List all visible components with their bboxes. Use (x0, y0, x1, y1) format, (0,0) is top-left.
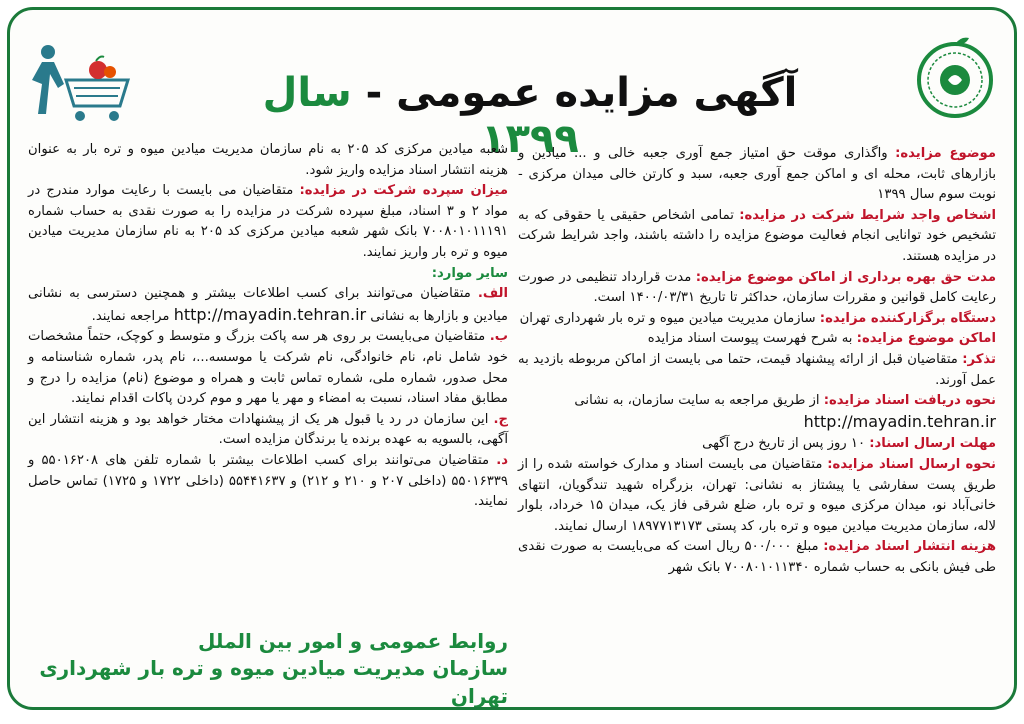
eligible-label: اشخاص واجد شرایط شرکت در مزایده: (739, 207, 996, 223)
item-a-tail: مراجعه نمایند. (91, 308, 174, 324)
other-label: سایر موارد: (431, 265, 508, 281)
item-d-paragraph (28, 451, 508, 513)
cost-paragraph (518, 537, 996, 578)
organizer-paragraph (518, 309, 996, 330)
shopping-cart-icon (26, 40, 136, 130)
cost-text: مبلغ ۵۰۰/۰۰۰ ریال است که می‌بایست به صورت نقدی طی فیش بانکی به حساب شماره ۷۰۰۸۰۱۰۱۱۳۴۰ بانک شهر (518, 539, 996, 575)
send-text: متقاضیان می بایست اسناد و مدارک خواسته شده را از طریق پست سفارشی یا پیشتاز به نشانی: تهران، بزرگراه شهید تندگویان، انتهای خانی‌آباد نو، میدان مرکزی میوه و تره بار، ضلع شرقی فاز یک، میدان ۱۵ خرداد، بلوار لاله، سازمان مدیریت میادین میوه و تره بار، کد پستی ۱۸۹۷۷۱۳۱۷۳ ارسال نمایند. (518, 456, 996, 534)
subject-paragraph (518, 144, 996, 206)
send-paragraph (518, 455, 996, 537)
item-b-paragraph (28, 327, 508, 409)
item-b-text: متقاضیان می‌بایست بر روی هر سه پاکت بزرگ و متوسط و کوچک، حتماً مشخصات خود شامل نام، نام خانوادگی، نام شرکت یا موسسه...، نام پدر، شماره شناسنامه و محل صدور، شماره ملی، شماره تماس ثابت و همراه و موضوع (نام) مزایده را درج و مطابق مفاد اسناد، نسبت به امضاء و مهر یا مهر و موم کردن پاکات اقدام نمایند. (28, 329, 508, 407)
item-a-paragraph (28, 284, 508, 327)
deposit-text: متقاضیان می بایست با رعایت موارد مندرج در مواد ۲ و ۳ اسناد، مبلغ سپرده شرکت در مزایده را به صورت نقدی به حساب شماره ۷۰۰۸۰۱۰۱۱۱۹۱ بانک شهر شعبه میادین مرکزی کد ۲۰۵ به نام سازمان مدیریت میادین میوه و تره بار واریز نمایند. (28, 183, 509, 260)
cost-label: هزینه انتشار اسناد مزایده: (823, 539, 996, 555)
receive-label: نحوه دریافت اسناد مزایده: (823, 393, 996, 409)
left-column (28, 140, 508, 513)
item-d-text: متقاضیان می‌توانند برای کسب اطلاعات بیشتر با شماره تلفن های ۵۵۰۱۶۲۰۸ و ۵۵۰۱۶۳۳۹ (داخلی ۲۰۷ و ۲۱۰ و ۲۱۲) و ۵۵۴۴۱۶۳۷ (داخلی ۱۷۲۲ و ۱۷۲۵) تماس حاصل نمایند. (28, 452, 508, 510)
organizer-text: سازمان مدیریت میادین میوه و تره بار شهرداری تهران (519, 310, 820, 326)
continue-paragraph: شعبه میادین مرکزی کد ۲۰۵ به نام سازمان مدیریت میادین میوه و تره بار به عنوان هزینه انتشار اسناد مزایده واریز شود. (28, 142, 508, 178)
eligible-paragraph (518, 206, 996, 268)
signature-line-2: سازمان مدیریت میادین میوه و تره بار شهرداری تهران (39, 656, 508, 708)
receive-text: از طریق مراجعه به سایت سازمان، به نشانی (574, 393, 824, 409)
tehran-fruit-market-logo-icon (912, 34, 998, 120)
deadline-paragraph (518, 434, 996, 455)
subject-label: موضوع مزایده: (895, 146, 996, 161)
title-dash: - (351, 70, 397, 116)
item-c-label: ج. (493, 411, 508, 427)
item-a-text: متقاضیان می‌توانند برای کسب اطلاعات بیشتر و همچنین دسترسی به نشانی میادین و بازارها به نشانی (28, 286, 508, 324)
advertisement-page (7, 7, 1017, 710)
signature-block (38, 628, 508, 710)
receive-url-link[interactable]: http://mayadin.tehran.ir (803, 411, 996, 431)
item-c-text: این سازمان در رد یا قبول هر یک از پیشنهادات مختار خواهد بود و هزینه انتشار این آگهی، بالسویه به عهده برنده یا برندگان مزایده است. (28, 411, 508, 448)
send-label: نحوه ارسال اسناد مزایده: (827, 456, 996, 472)
duration-label: مدت حق بهره برداری از اماکن موضوع مزایده: (695, 269, 996, 285)
deposit-label: میزان سپرده شرکت در مزایده: (299, 183, 508, 199)
places-text: به شرح فهرست پیوست اسناد مزایده (647, 331, 857, 347)
deposit-paragraph (28, 181, 508, 263)
places-paragraph (518, 329, 996, 350)
title-main: آگهی مزایده عمومی (396, 70, 798, 116)
places-label: اماکن موضوع مزایده: (856, 331, 996, 347)
duration-text: مدت قرارداد تنظیمی در صورت رعایت کامل قوانین و مقررات سازمان، حداکثر تا تاریخ ۱۴۰۰/۰۳/۳۱ است. (518, 269, 996, 306)
right-column (518, 144, 996, 578)
note-paragraph (518, 350, 996, 391)
receive-url-line (518, 412, 996, 435)
receive-paragraph (518, 391, 996, 412)
organizer-label: دستگاه برگزارکننده مزایده: (819, 310, 996, 326)
eligible-text: تمامی اشخاص حقیقی یا حقوقی که به تشخیص خود توانایی انجام فعالیت موضوع مزایده را داشته باشند، واجد شرایط شرکت در مزایده هستند. (518, 207, 996, 264)
subject-text: واگذاری موقت حق امتیاز جمع آوری جعبه خالی و ... میادین و بازارهای ثابت، محله ای و اماکن جمع آوری جعبه، سبد و کارتن خالی میدان مرکزی - نوبت سوم سال ۱۳۹۹ (518, 146, 996, 203)
note-text: متقاضیان قبل از ارائه پیشنهاد قیمت، حتما می بایست از اماکن مربوطه بازدید به عمل آورند. (518, 351, 996, 388)
item-a-label: الف. (477, 286, 508, 302)
deadline-label: مهلت ارسال اسناد: (869, 436, 996, 452)
title-year: سال ۱۳۹۹ (262, 70, 579, 162)
other-heading (28, 264, 508, 285)
item-c-paragraph (28, 410, 508, 451)
item-d-label: د. (496, 452, 508, 468)
note-label: تذکر: (962, 351, 996, 367)
item-b-label: ب. (489, 329, 508, 345)
deadline-text: ۱۰ روز پس از تاریخ درج آگهی (702, 436, 870, 452)
duration-paragraph (518, 268, 996, 309)
item-a-url-link[interactable]: http://mayadin.tehran.ir (173, 304, 367, 324)
signature-line-1: روابط عمومی و امور بین الملل (198, 629, 508, 653)
